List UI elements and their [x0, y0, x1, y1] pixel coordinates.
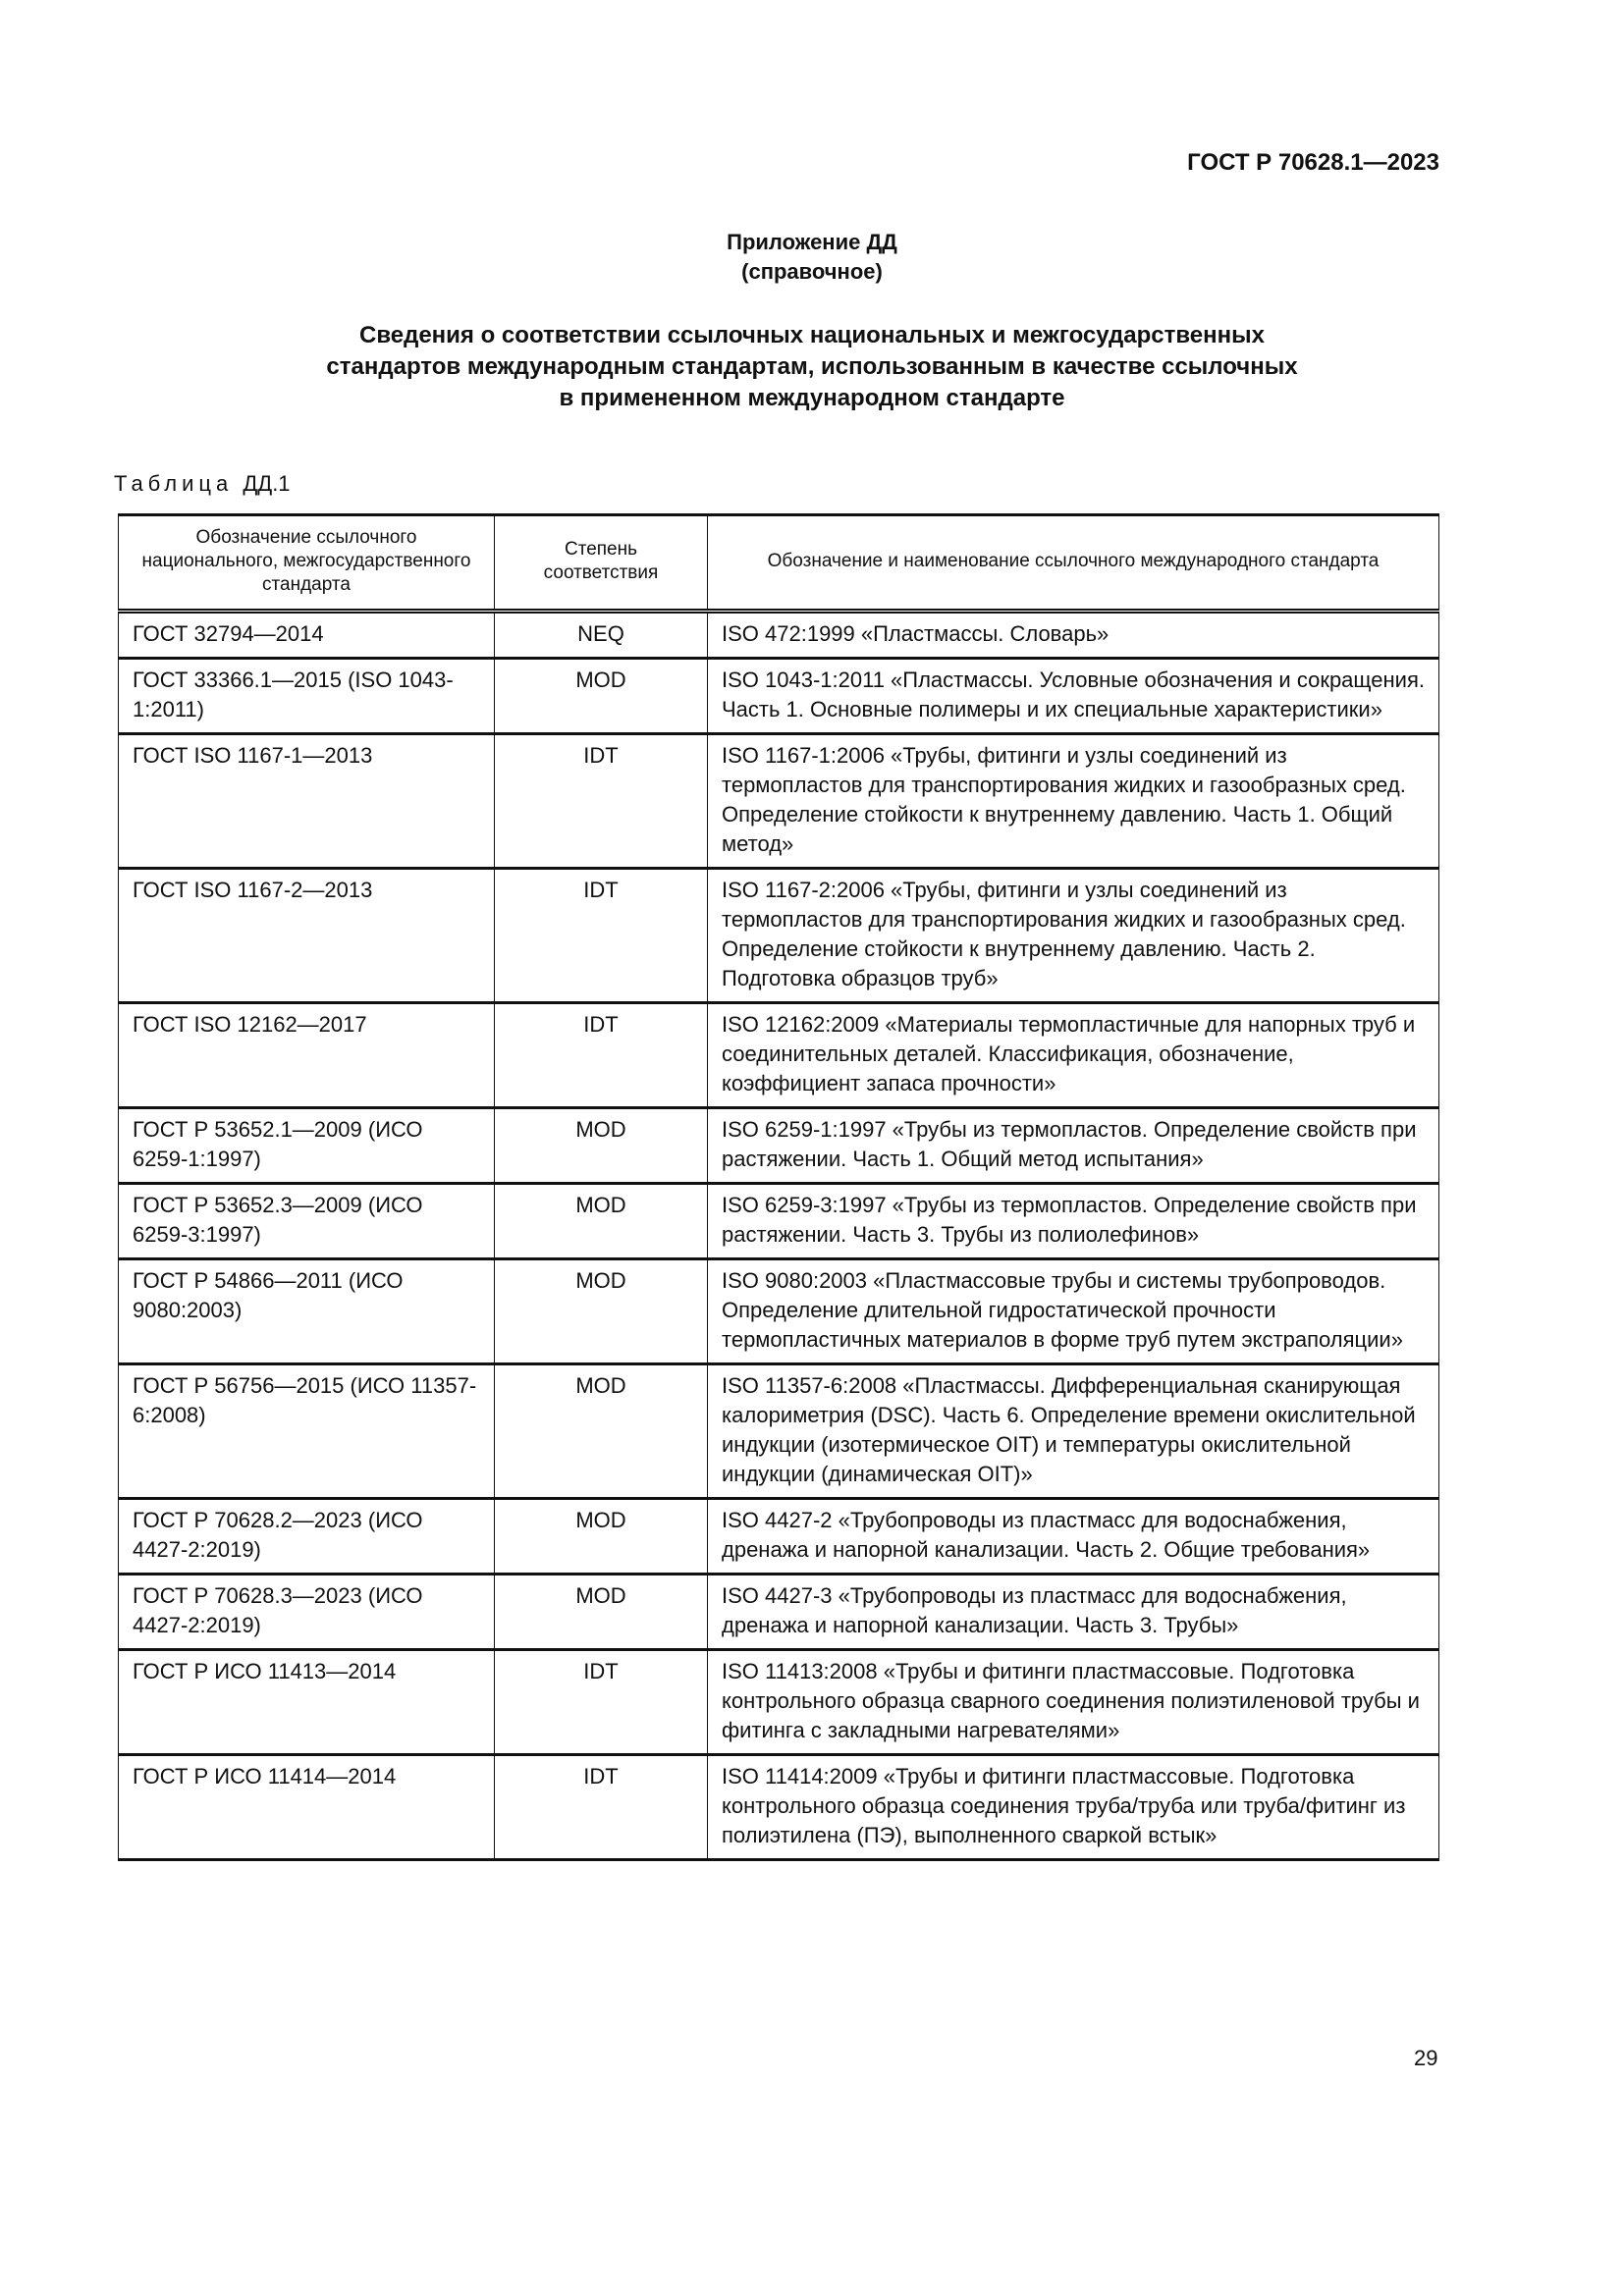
page-number: 29: [1414, 2046, 1438, 2070]
table-row: [119, 612, 1439, 659]
international-standard-cell: ISO 11414:2009 «Трубы и фитинги пластмассовые. Подготовка контрольного образца соединения труба/труба или труба/фитинг из полиэтилена (ПЭ), выполненного сваркой встык»: [708, 1755, 1439, 1860]
national-standard-cell: ГОСТ Р ИСО 11413—2014: [119, 1650, 495, 1755]
degree-cell: MOD: [495, 1108, 708, 1184]
national-standard-cell: ГОСТ Р 70628.2—2023 (ИСО 4427-2:2019): [119, 1499, 495, 1575]
appendix-heading: [0, 228, 1624, 287]
degree-cell: MOD: [495, 1184, 708, 1259]
international-standard-cell: ISO 1167-2:2006 «Трубы, фитинги и узлы соединений из термопластов для транспортирования жидких и газообразных сред. Определение стойкости к внутреннему давлению. Часть 2. Подготовка образцов труб»: [708, 869, 1439, 1003]
title-line: Сведения о соответствии ссылочных национальных и межгосударственных: [358, 322, 1265, 348]
section-title: [196, 320, 1428, 414]
international-standard-cell: ISO 11357-6:2008 «Пластмассы. Дифференциальная сканирующая калориметрия (DSC). Часть 6. Определение времени окислительной индукции (изотермическое OIT) и температуры окислительной индукции (динамическая OIT)»: [708, 1364, 1439, 1499]
degree-cell: IDT: [495, 1755, 708, 1860]
international-standard-cell: ISO 1167-1:2006 «Трубы, фитинги и узлы соединений из термопластов для транспортирования жидких и газообразных сред. Определение стойкости к внутреннему давлению. Часть 1. Общий метод»: [708, 734, 1439, 869]
international-standard-cell: ISO 9080:2003 «Пластмассовые трубы и системы трубопроводов. Определение длительной гидростатической прочности термопластичных материалов в форме труб путем экстраполяции»: [708, 1259, 1439, 1364]
appendix-title: Приложение ДД: [727, 230, 897, 254]
table-row: [119, 1575, 1439, 1650]
degree-cell: MOD: [495, 1575, 708, 1650]
column-header: Обозначение и наименование ссылочного международного стандарта: [708, 515, 1439, 612]
degree-cell: MOD: [495, 1499, 708, 1575]
document-id: ГОСТ Р 70628.1—2023: [1187, 149, 1439, 176]
table-label-number: ДД.1: [243, 471, 291, 496]
table-row: [119, 1184, 1439, 1259]
national-standard-cell: ГОСТ Р 56756—2015 (ИСО 11357-6:2008): [119, 1364, 495, 1499]
national-standard-cell: ГОСТ Р 53652.3—2009 (ИСО 6259-3:1997): [119, 1184, 495, 1259]
degree-cell: IDT: [495, 1650, 708, 1755]
international-standard-cell: ISO 4427-2 «Трубопроводы из пластмасс для водоснабжения, дренажа и напорной канализации. Часть 2. Общие требования»: [708, 1499, 1439, 1575]
table-header-row: [119, 515, 1439, 612]
degree-cell: MOD: [495, 1364, 708, 1499]
national-standard-cell: ГОСТ 32794—2014: [119, 612, 495, 659]
national-standard-cell: ГОСТ ISO 1167-2—2013: [119, 869, 495, 1003]
degree-cell: IDT: [495, 734, 708, 869]
national-standard-cell: ГОСТ Р 70628.3—2023 (ИСО 4427-2:2019): [119, 1575, 495, 1650]
table-row: [119, 869, 1439, 1003]
title-line: стандартов международным стандартам, использованным в качестве ссылочных: [326, 353, 1298, 380]
appendix-kind: (справочное): [741, 259, 883, 284]
table-row: [119, 1650, 1439, 1755]
table-row: [119, 1364, 1439, 1499]
international-standard-cell: ISO 11413:2008 «Трубы и фитинги пластмассовые. Подготовка контрольного образца сварного соединения полиэтиленовой трубы и фитинга с закладными нагревателями»: [708, 1650, 1439, 1755]
international-standard-cell: ISO 4427-3 «Трубопроводы из пластмасс для водоснабжения, дренажа и напорной канализации. Часть 3. Трубы»: [708, 1575, 1439, 1650]
international-standard-cell: ISO 472:1999 «Пластмассы. Словарь»: [708, 612, 1439, 659]
national-standard-cell: ГОСТ Р 54866—2011 (ИСО 9080:2003): [119, 1259, 495, 1364]
national-standard-cell: ГОСТ ISO 12162—2017: [119, 1003, 495, 1108]
degree-cell: IDT: [495, 1003, 708, 1108]
table-label: [114, 471, 291, 497]
international-standard-cell: ISO 12162:2009 «Материалы термопластичные для напорных труб и соединительных деталей. Классификация, обозначение, коэффициент запаса прочности»: [708, 1003, 1439, 1108]
table-row: [119, 1003, 1439, 1108]
table-row: [119, 734, 1439, 869]
column-header: Степень соответствия: [495, 515, 708, 612]
national-standard-cell: ГОСТ 33366.1—2015 (ISO 1043-1:2011): [119, 659, 495, 734]
correspondence-table: [118, 513, 1439, 1861]
degree-cell: MOD: [495, 1259, 708, 1364]
column-header: Обозначение ссылочного национального, межгосударственного стандарта: [119, 515, 495, 612]
table-row: [119, 1259, 1439, 1364]
title-line: в примененном международном стандарте: [559, 385, 1065, 411]
degree-cell: MOD: [495, 659, 708, 734]
table-row: [119, 1499, 1439, 1575]
national-standard-cell: ГОСТ Р 53652.1—2009 (ИСО 6259-1:1997): [119, 1108, 495, 1184]
degree-cell: NEQ: [495, 612, 708, 659]
international-standard-cell: ISO 6259-1:1997 «Трубы из термопластов. Определение свойств при растяжении. Часть 1. Общий метод испытания»: [708, 1108, 1439, 1184]
table-row: [119, 1108, 1439, 1184]
table-row: [119, 659, 1439, 734]
national-standard-cell: ГОСТ Р ИСО 11414—2014: [119, 1755, 495, 1860]
international-standard-cell: ISO 6259-3:1997 «Трубы из термопластов. Определение свойств при растяжении. Часть 3. Трубы из полиолефинов»: [708, 1184, 1439, 1259]
degree-cell: IDT: [495, 869, 708, 1003]
international-standard-cell: ISO 1043-1:2011 «Пластмассы. Условные обозначения и сокращения. Часть 1. Основные полимеры и их специальные характеристики»: [708, 659, 1439, 734]
table-row: [119, 1755, 1439, 1860]
national-standard-cell: ГОСТ ISO 1167-1—2013: [119, 734, 495, 869]
table-label-word: Таблица: [114, 471, 234, 496]
